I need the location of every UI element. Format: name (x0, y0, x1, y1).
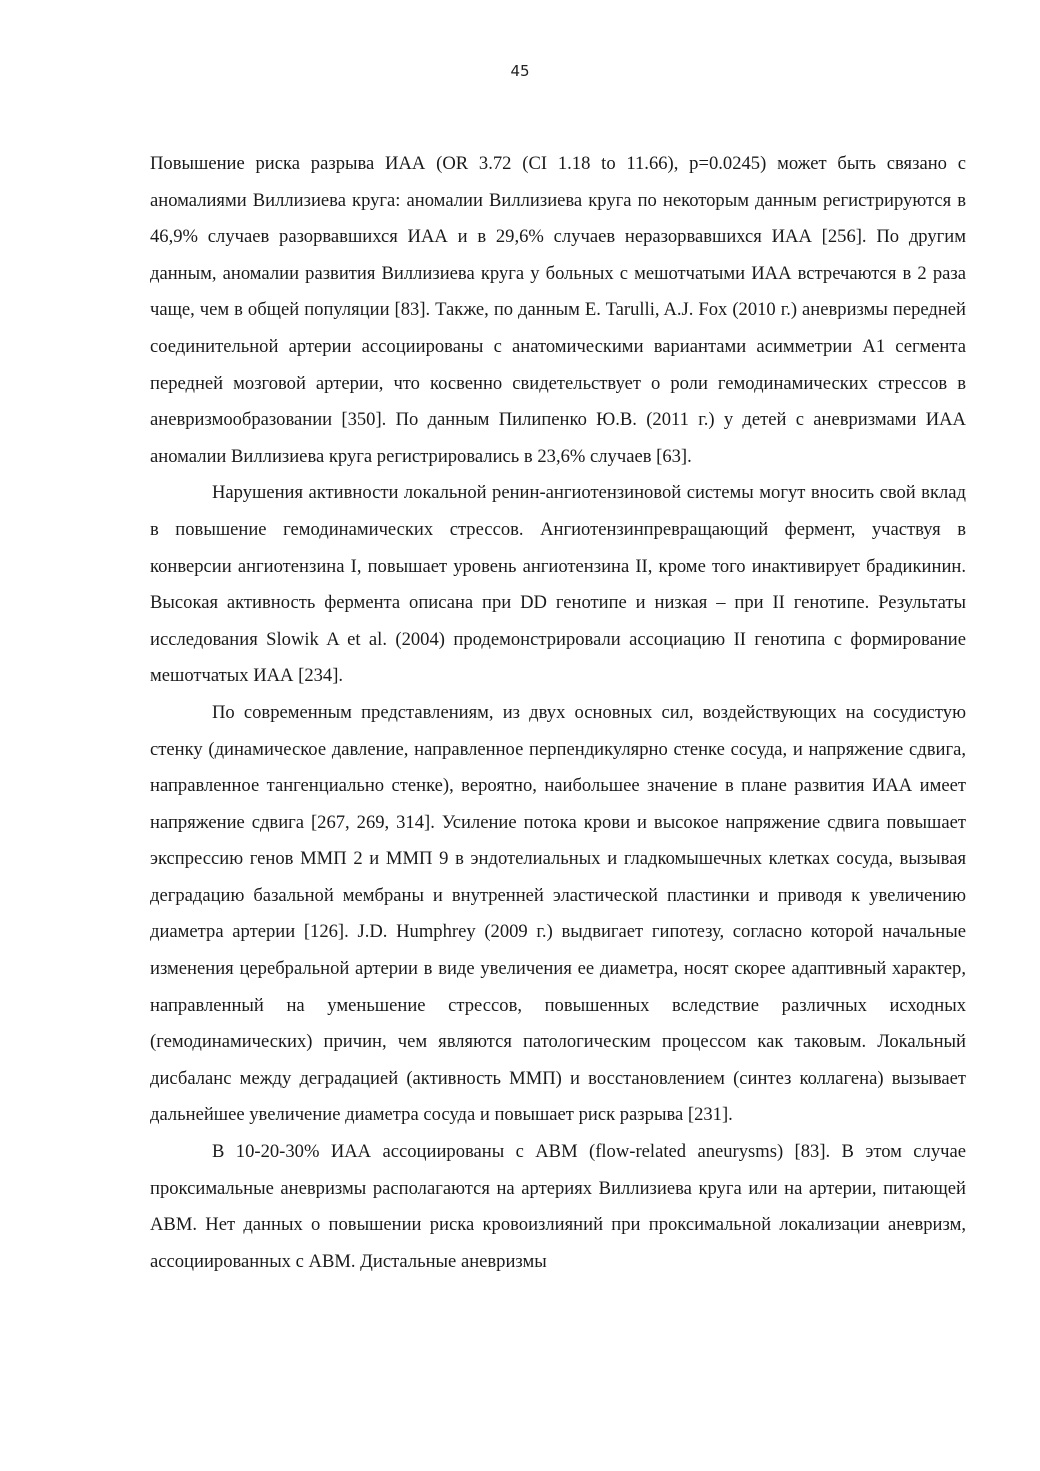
paragraph-4: В 10-20-30% ИАА ассоциированы с АВМ (flow-related aneurysms) [83]. В этом случае проксимальные аневризмы располагаются на артериях Виллизиева круга или на артерии, питающей АВМ. Нет данных о повышении риска кровоизлияний при проксимальной локализации аневризм, ассоциированных с АВМ. Дистальные аневризмы (150, 1141, 966, 1272)
paragraph-2: Нарушения активности локальной ренин-ангиотензиновой системы могут вносить свой вклад в повышение гемодинамических стрессов. Ангиотензинпревращающий фермент, участвуя в конверсии ангиотензина I, повышает уровень ангиотензина II, кроме того инактивирует брадикинин. Высокая активность фермента описана при DD генотипе и низкая – при II генотипе. Результаты исследования Slowik A et al. (2004) продемонстрировали ассоциацию II генотипа с формирование мешотчатых ИАА [234]. (150, 482, 966, 687)
page-number: 45 (510, 62, 530, 80)
paragraph-3: По современным представлениям, из двух основных сил, воздействующих на сосудистую стенку (динамическое давление, направленное перпендикулярно стенке сосуда, и напряжение сдвига, направленное тангенциально стенке), вероятно, наибольшее значение в плане развития ИАА имеет напряжение сдвига [267, 269, 314]. Усиление потока крови и высокое напряжение сдвига повышает экспрессию генов ММП 2 и ММП 9 в эндотелиальных и гладкомышечных клетках сосуда, вызывая деградацию базальной мембраны и внутренней эластической пластинки и приводя к увеличению диаметра артерии [126]. J.D. Humphrey (2009 г.) выдвигает гипотезу, согласно которой начальные изменения церебральной артерии в виде увеличения ее диаметра, носят скорее адаптивный характер, направленный на уменьшение стрессов, повышенных вследствие различных исходных (гемодинамических) причин, чем являются патологическим процессом как таковым. Локальный дисбаланс между деградацией (активность ММП) и восстановлением (синтез коллагена) вызывает дальнейшее увеличение диаметра сосуда и повышает риск разрыва [231]. (150, 701, 966, 1126)
paragraph-1: Повышение риска разрыва ИАА (OR 3.72 (CI 1.18 to 11.66), p=0.0245) может быть связано с аномалиями Виллизиева круга: аномалии Виллизиева круга по некоторым данным регистрируются в 46,9% случаев разорвавшихся ИАА и в 29,6% случаев неразорвавшихся ИАА [256]. По другим данным, аномалии развития Виллизиева круга у больных с мешотчатыми ИАА встречаются в 2 раза чаще, чем в общей популяции [83]. Также, по данным E. Tarulli, A.J. Fox (2010 г.) аневризмы передней соединительной артерии ассоциированы с анатомическими вариантами асимметрии A1 сегмента передней мозговой артерии, что косвенно свидетельствует о роли гемодинамических стрессов в аневризмообразовании [350]. По данным Пилипенко Ю.В. (2011 г.) у детей с аневризмами ИАА аномалии Виллизиева круга регистрировались в 23,6% случаев [63]. (150, 153, 966, 467)
body-text (150, 146, 966, 1280)
